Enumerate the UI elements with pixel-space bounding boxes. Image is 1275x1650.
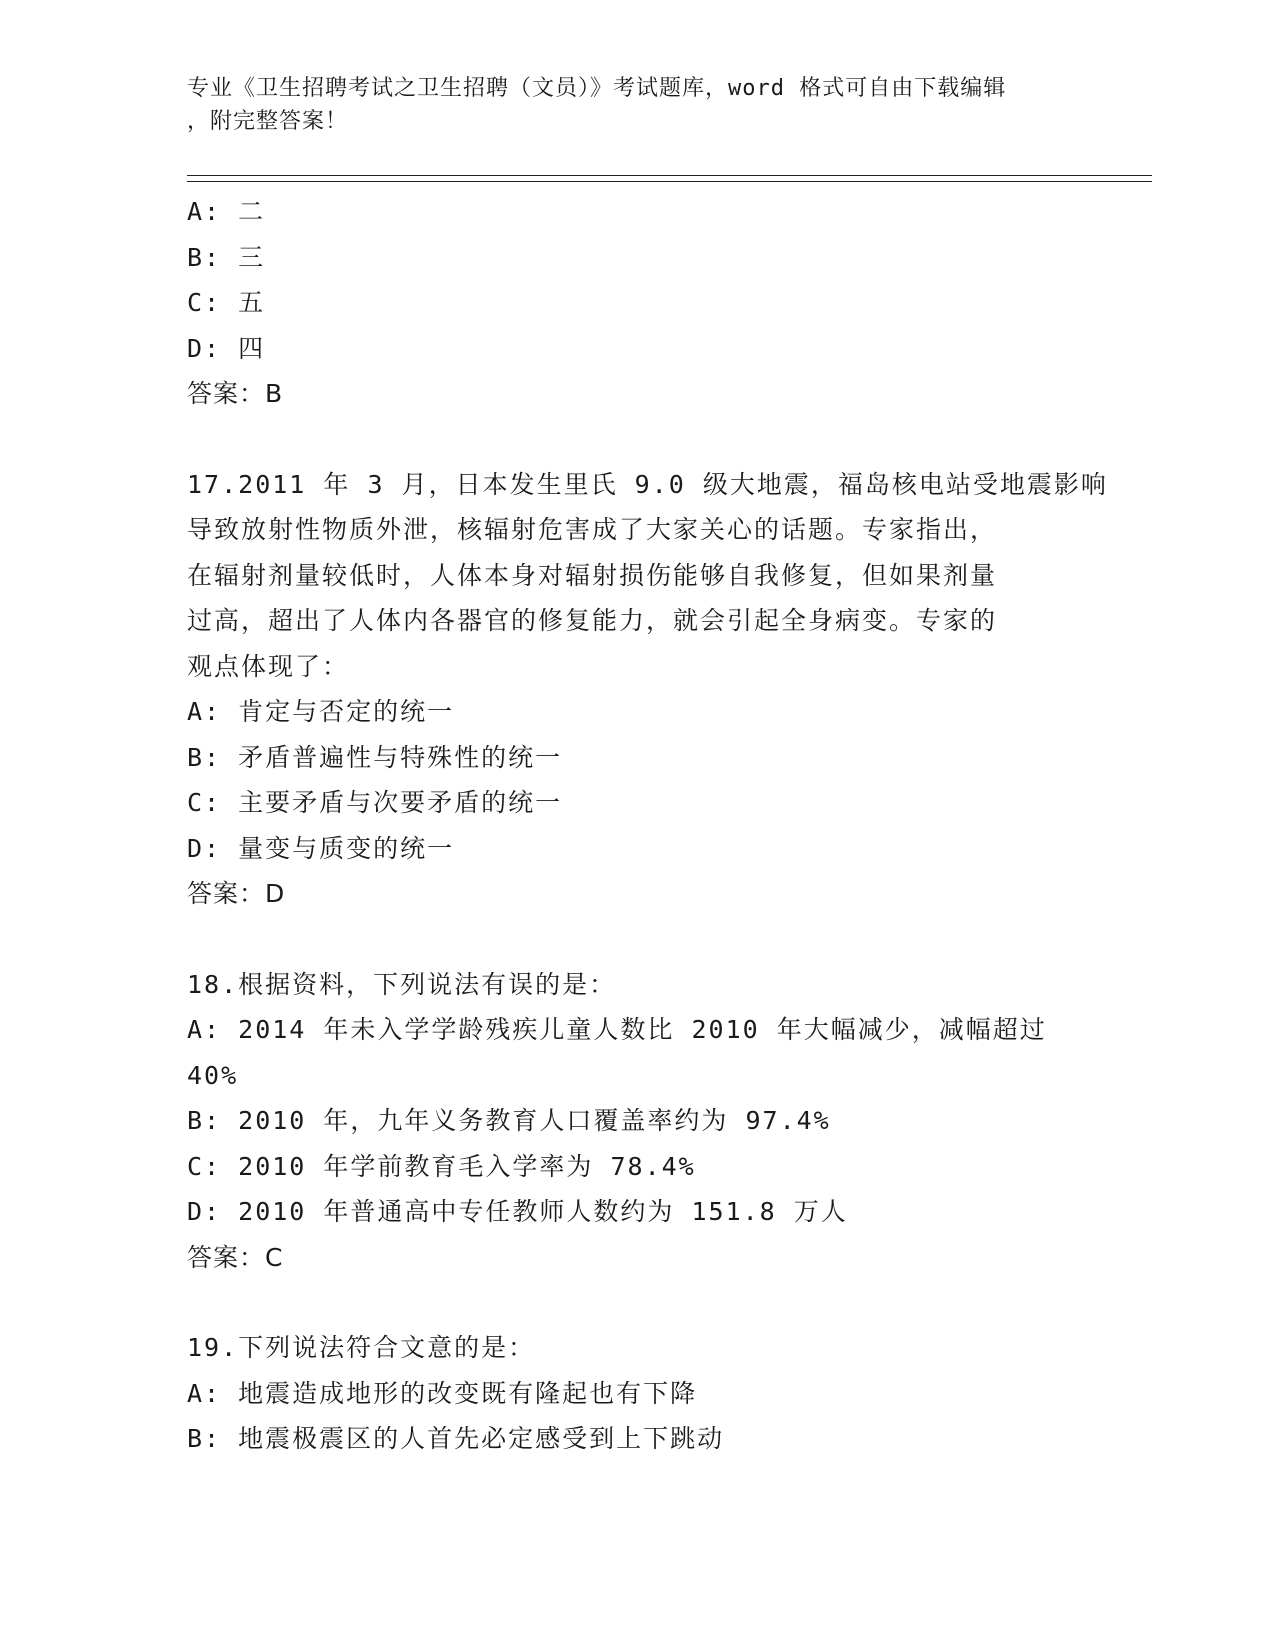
header-divider-bottom [187,181,1152,182]
option-c: C: 2010 年学前教育毛入学率为 78.4% [187,1151,696,1181]
question-content [187,189,1108,1462]
question-19 [187,1325,1087,1462]
option-d: D: 四 [187,333,266,363]
spacer [187,417,1087,462]
question-18 [187,962,1087,1281]
answer-line: 答案：C [187,1242,284,1272]
option-b: B: 2010 年，九年义务教育人口覆盖率约为 97.4% [187,1106,831,1135]
question-stem-line: 17.2011 年 3 月，日本发生里氏 9.0 级大地震，福岛核电站受地震影响 [187,469,1108,499]
option-d: D: 2010 年普通高中专任教师人数约为 151.8 万人 [187,1197,848,1226]
answer-line: 答案：D [187,879,286,908]
header-title-line: 专业《卫生招聘考试之卫生招聘（文员）》考试题库，word 格式可自由下载编辑 [187,76,1007,101]
option-b: B: 地震极震区的人首先必定感受到上下跳动 [187,1424,725,1453]
question-stem-line: 过高，超出了人体内各器官的修复能力，就会引起全身病变。专家的 [187,606,998,635]
answer-line: 答案：B [187,379,284,408]
question-stem-line: 在辐射剂量较低时，人体本身对辐射损伤能够自我修复，但如果剂量 [187,560,998,590]
question-stem-line: 导致放射性物质外泄，核辐射危害成了大家关心的话题。专家指出， [187,515,998,544]
option-a-continued: 40% [187,1060,239,1090]
option-b: B: 三 [187,242,266,272]
question-stem-line: 观点体现了： [187,651,350,681]
document-header [187,72,1087,138]
question-stem-line: 18.根据资料，下列说法有误的是： [187,969,617,999]
spacer [187,1280,1087,1325]
option-c: C: 主要矛盾与次要矛盾的统一 [187,788,563,817]
question-stem-line: 19.下列说法符合文意的是： [187,1333,536,1362]
spacer [187,917,1087,962]
option-b: B: 矛盾普遍性与特殊性的统一 [187,742,563,772]
option-c: C: 五 [187,288,266,317]
option-a: A: 地震造成地形的改变既有隆起也有下降 [187,1378,698,1408]
question-17 [187,462,1108,917]
option-a: A: 二 [187,197,266,226]
option-a: A: 肯定与否定的统一 [187,697,455,726]
header-title-line-2: ，附完整答案！ [187,109,349,134]
option-d: D: 量变与质变的统一 [187,833,455,863]
question-16 [187,189,1087,417]
option-a: A: 2014 年未入学学龄残疾儿童人数比 2010 年大幅减少，减幅超过 [187,1015,1047,1044]
header-divider-top [187,175,1152,176]
